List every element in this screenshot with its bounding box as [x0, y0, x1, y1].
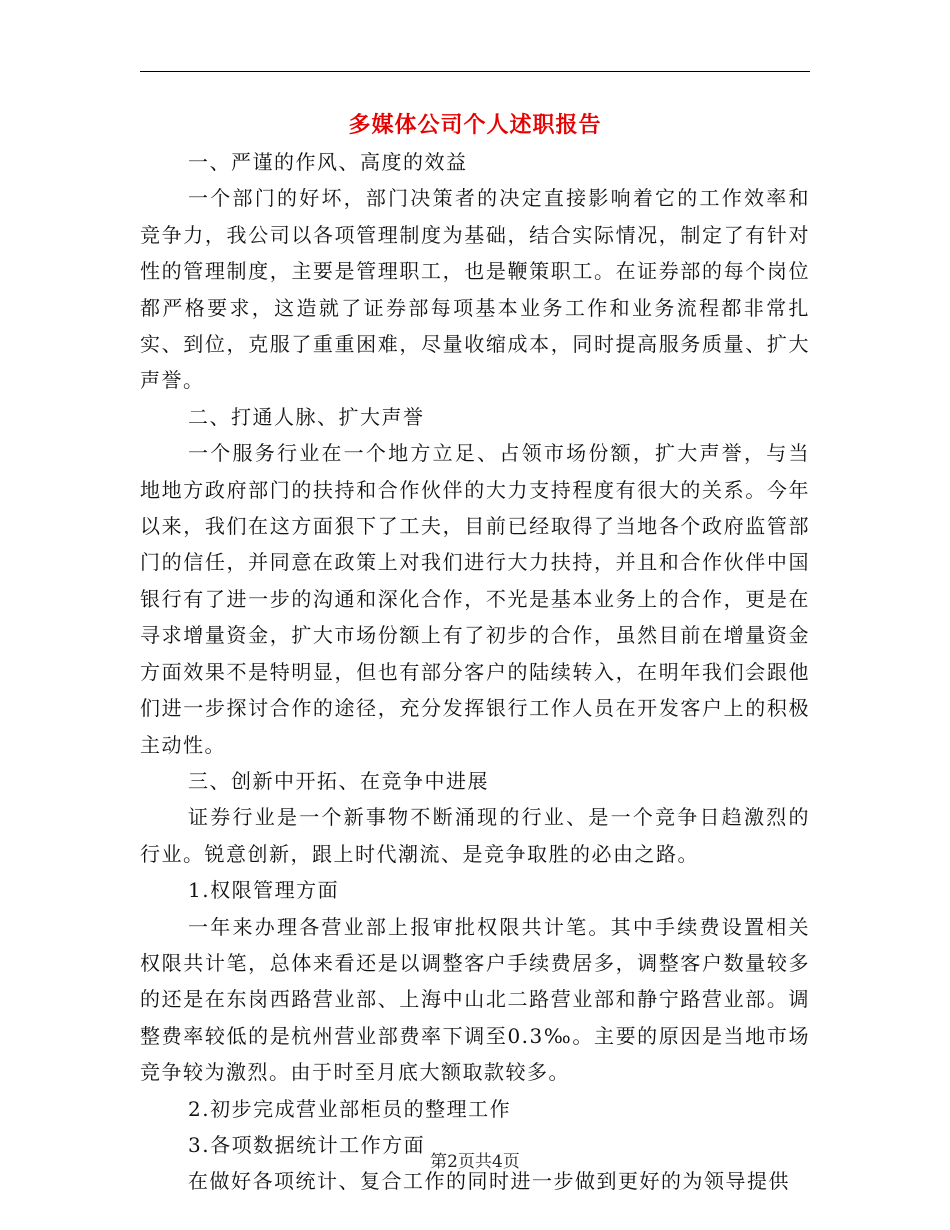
header-rule	[140, 71, 810, 72]
subsection-heading-3: 3.各项数据统计工作方面	[188, 1132, 426, 1157]
paragraph: 在做好各项统计、复合工作的同时进一步做到更好的为领导提供	[188, 1169, 790, 1194]
paragraph: 一年来办理各营业部上报审批权限共计笔。其中手续费设置相关权限共计笔，总体来看还是以调整客户手续费居多，调整客户数量较多的还是在东岗西路营业部、上海中山北二路营业部和静宁路营业部。调整费率较低的是杭州营业部费率下调至0.3‰。主要的原因是当地市场竞争较为激烈。由于时至月底大额取款较多。	[140, 914, 810, 1085]
page-label-suffix: 页	[502, 1152, 520, 1172]
section-heading-1: 一、严谨的作风、高度的效益	[188, 150, 468, 174]
paragraph: 一个部门的好坏，部门决策者的决定直接影响着它的工作效率和竞争力，我公司以各项管理制度为基础，结合实际情况，制定了有针对性的管理制度，主要是管理职工，也是鞭策职工。在证券部的每个岗位都严格要求，这造就了证券部每项基本业务工作和业务流程都非常扎实、到位，克服了重重困难，尽量收缩成本，同时提高服务质量、扩大声誉。	[140, 186, 810, 393]
page-label-middle: 页	[458, 1152, 475, 1172]
total-label: 共	[475, 1152, 492, 1172]
page-label-prefix: 第	[430, 1152, 448, 1172]
subsection-heading-2: 2.初步完成营业部柜员的整理工作	[188, 1096, 512, 1121]
subsection-heading-1: 1.权限管理方面	[188, 878, 340, 903]
section-heading-2: 二、打通人脉、扩大声誉	[188, 404, 425, 429]
page-footer	[140, 1150, 810, 1174]
document-title: 多媒体公司个人述职报告	[348, 113, 602, 138]
current-page-number: 2	[447, 1152, 458, 1172]
paragraph: 一个服务行业在一个地方立足、占领市场份额，扩大声誉，与当地地方政府部门的扶持和合作伙伴的大力支持程度有很大的关系。今年以来，我们在这方面狠下了工夫，目前已经取得了当地各个政府监管部门的信任，并同意在政策上对我们进行大力扶持，并且和合作伙伴中国银行有了进一步的沟通和深化合作，不光是基本业务上的合作，更是在寻求增量资金，扩大市场份额上有了初步的合作，虽然目前在增量资金方面效果不是特明显，但也有部分客户的陆续转入，在明年我们会跟他们进一步探讨合作的途径，充分发挥银行工作人员在开发客户上的积极主动性。	[140, 441, 810, 757]
total-pages-number: 4	[492, 1152, 503, 1172]
section-heading-3: 三、创新中开拓、在竞争中进展	[188, 768, 489, 793]
document-body	[140, 144, 810, 1200]
paragraph: 证券行业是一个新事物不断涌现的行业、是一个竞争日趋激烈的行业。锐意创新，跟上时代潮流、是竞争取胜的必由之路。	[140, 805, 810, 866]
